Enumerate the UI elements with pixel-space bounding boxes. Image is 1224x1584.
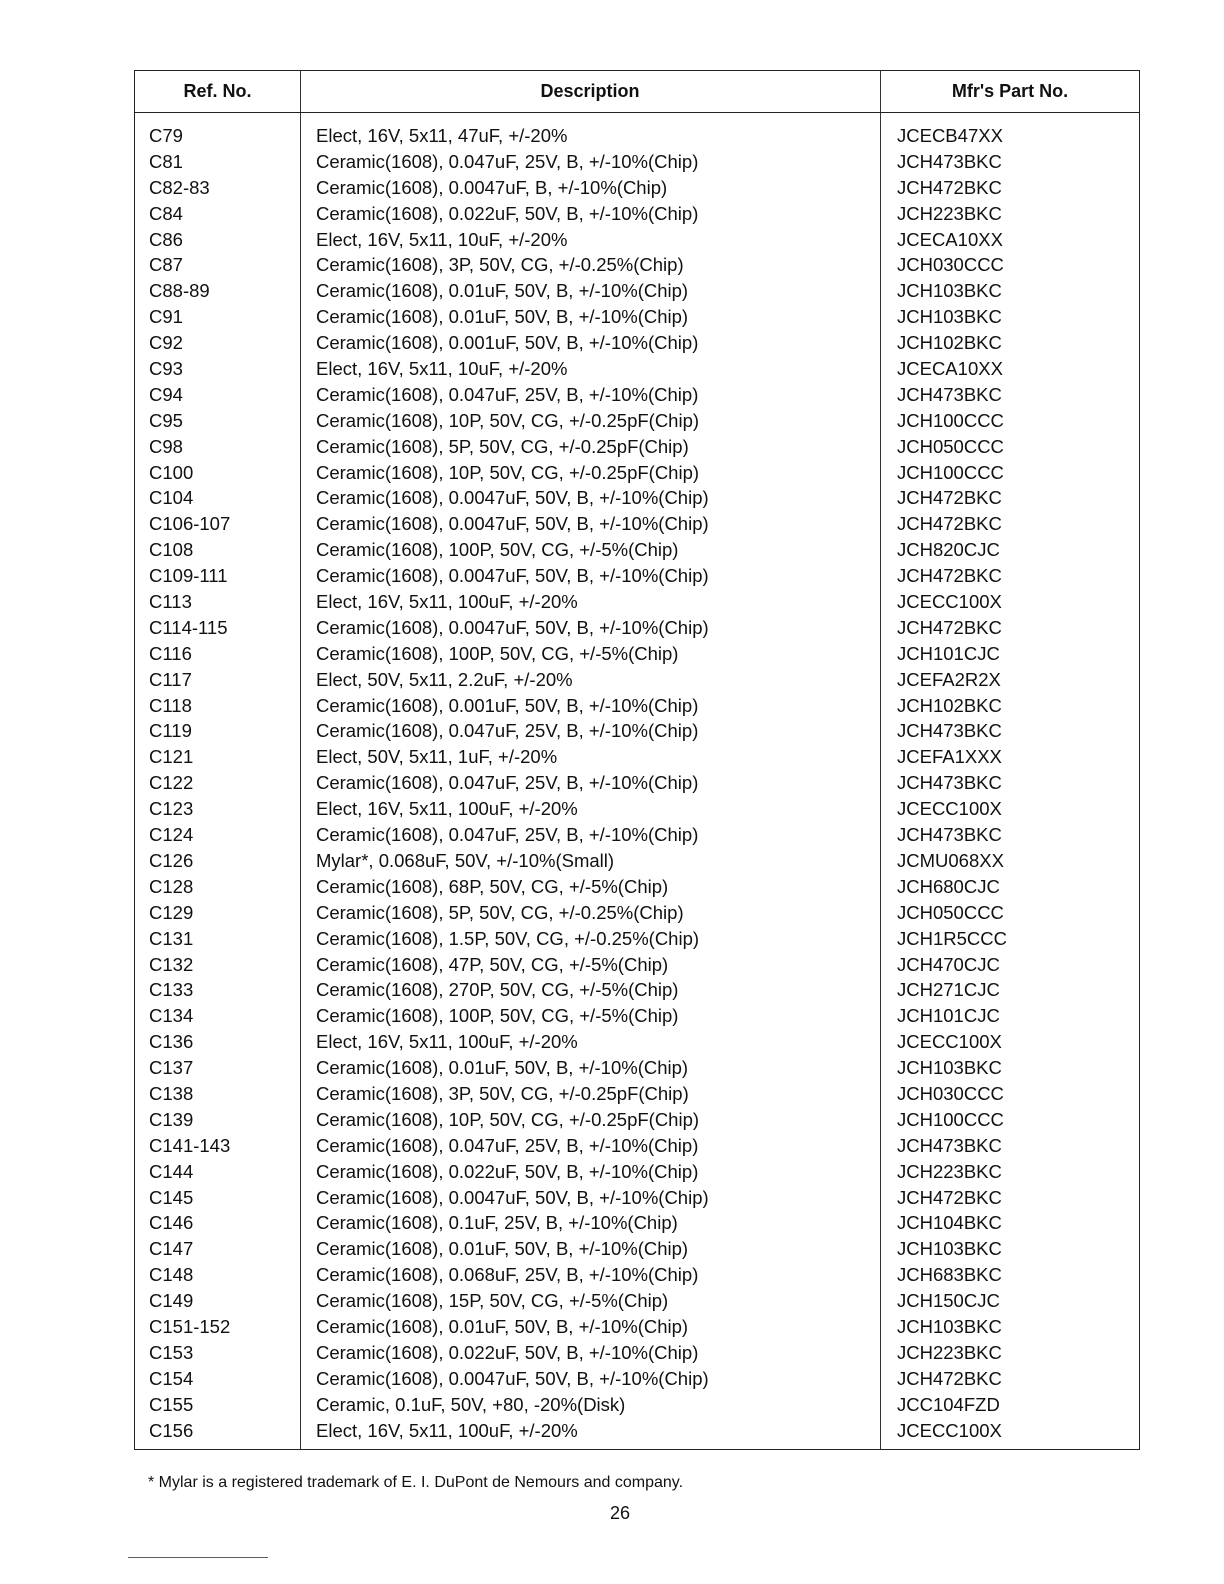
part-number-cell: JCH030CCC — [897, 254, 1004, 276]
table-row — [135, 304, 1139, 330]
description-cell: Ceramic(1608), 100P, 50V, CG, +/-5%(Chip) — [316, 539, 679, 561]
ref-cell: C147 — [149, 1238, 194, 1260]
table-row — [135, 434, 1139, 460]
ref-cell: C146 — [149, 1212, 194, 1234]
ref-cell: C109-111 — [149, 565, 228, 587]
part-number-cell: JCH472BKC — [897, 487, 1002, 509]
table-row — [135, 460, 1139, 486]
description-cell: Ceramic(1608), 5P, 50V, CG, +/-0.25%(Chip) — [316, 901, 684, 923]
ref-cell: C114-115 — [149, 616, 228, 638]
ref-cell: C84 — [149, 202, 183, 224]
table-row — [135, 1107, 1139, 1133]
description-cell: Ceramic(1608), 270P, 50V, CG, +/-5%(Chip) — [316, 979, 679, 1001]
table-row — [135, 1029, 1139, 1055]
part-number-cell: JCH473BKC — [897, 824, 1002, 846]
ref-cell: C126 — [149, 849, 194, 871]
description-cell: Ceramic(1608), 0.0047uF, 50V, B, +/-10%(Chip) — [316, 1367, 709, 1389]
description-cell: Ceramic(1608), 0.047uF, 25V, B, +/-10%(Chip) — [316, 150, 699, 172]
description-cell: Ceramic(1608), 0.01uF, 50V, B, +/-10%(Chip) — [316, 1315, 689, 1337]
table-row — [135, 874, 1139, 900]
ref-cell: C94 — [149, 383, 183, 405]
table-row — [135, 1055, 1139, 1081]
ref-cell: C154 — [149, 1367, 194, 1389]
ref-cell: C139 — [149, 1108, 194, 1130]
table-row — [135, 1288, 1139, 1314]
description-cell: Elect, 16V, 5x11, 47uF, +/-20% — [316, 125, 568, 146]
part-number-cell: JCH103BKC — [897, 1238, 1002, 1260]
part-number-cell: JCH1R5CCC — [897, 927, 1007, 949]
header-part-no: Mfr's Part No. — [951, 81, 1069, 101]
part-number-cell: JCH103BKC — [897, 1057, 1002, 1079]
part-number-cell: JCEFA2R2X — [897, 668, 1001, 690]
description-cell: Ceramic(1608), 0.0047uF, 50V, B, +/-10%(Chip) — [316, 565, 709, 587]
description-cell: Ceramic(1608), 0.0047uF, B, +/-10%(Chip) — [316, 176, 668, 198]
part-number-cell: JCH223BKC — [897, 202, 1002, 224]
ref-cell: C122 — [149, 772, 194, 794]
ref-cell: C128 — [149, 875, 194, 897]
ref-cell: C129 — [149, 901, 194, 923]
part-number-cell: JCH470CJC — [897, 953, 1000, 975]
table-row — [135, 227, 1139, 253]
table-row — [135, 1366, 1139, 1392]
ref-cell: C141-143 — [149, 1134, 231, 1156]
description-cell: Ceramic(1608), 0.01uF, 50V, B, +/-10%(Chip) — [316, 306, 689, 328]
description-cell: Ceramic, 0.1uF, 50V, +80, -20%(Disk) — [316, 1393, 626, 1415]
description-cell: Elect, 16V, 5x11, 100uF, +/-20% — [316, 1031, 578, 1053]
footnote: * Mylar is a registered trademark of E. I. DuPont de Nemours and company. — [148, 1474, 684, 1491]
ref-cell: C136 — [149, 1031, 194, 1053]
ref-cell: C116 — [149, 642, 192, 664]
table-row — [135, 356, 1139, 382]
header-description: Description — [540, 81, 640, 101]
ref-cell: C137 — [149, 1057, 194, 1079]
table-row — [135, 330, 1139, 356]
table-row — [135, 382, 1139, 408]
part-number-cell: JCH101CJC — [897, 642, 1000, 664]
description-cell: Ceramic(1608), 0.1uF, 25V, B, +/-10%(Chip) — [316, 1212, 678, 1234]
part-number-cell: JCMU068XX — [897, 849, 1004, 871]
table-row — [135, 926, 1139, 952]
table-row — [135, 796, 1139, 822]
table-row — [135, 718, 1139, 744]
ref-cell: C124 — [149, 824, 194, 846]
part-number-cell: JCH473BKC — [897, 383, 1002, 405]
description-cell: Elect, 16V, 5x11, 100uF, +/-20% — [316, 591, 578, 613]
ref-cell: C133 — [149, 979, 194, 1001]
table-row — [135, 848, 1139, 874]
description-cell: Ceramic(1608), 3P, 50V, CG, +/-0.25pF(Chip) — [316, 1082, 689, 1104]
part-number-cell: JCH820CJC — [897, 539, 1000, 561]
table-row — [135, 952, 1139, 978]
ref-cell: C93 — [149, 358, 183, 380]
ref-cell: C145 — [149, 1186, 194, 1208]
part-number-cell: JCECC100X — [897, 1031, 1002, 1053]
ref-cell: C117 — [149, 668, 192, 690]
part-number-cell: JCH472BKC — [897, 513, 1002, 535]
part-number-cell: JCH472BKC — [897, 176, 1002, 198]
description-cell: Ceramic(1608), 0.022uF, 50V, B, +/-10%(Chip) — [316, 202, 699, 224]
description-cell: Ceramic(1608), 1.5P, 50V, CG, +/-0.25%(Chip) — [316, 927, 700, 949]
table-row — [135, 1159, 1139, 1185]
table-row — [135, 977, 1139, 1003]
table-row — [135, 770, 1139, 796]
ref-cell: C148 — [149, 1264, 194, 1286]
part-number-cell: JCH473BKC — [897, 150, 1002, 172]
table-row — [135, 1340, 1139, 1366]
part-number-cell: JCH473BKC — [897, 772, 1002, 794]
table-row — [135, 1392, 1139, 1418]
table-row — [135, 149, 1139, 175]
table-row — [135, 1185, 1139, 1211]
part-number-cell: JCH101CJC — [897, 1005, 1000, 1027]
table-row — [135, 511, 1139, 537]
description-cell: Ceramic(1608), 3P, 50V, CG, +/-0.25%(Chip) — [316, 254, 684, 276]
table-row — [135, 1262, 1139, 1288]
ref-cell: C91 — [149, 306, 183, 328]
part-number-cell: JCH150CJC — [897, 1290, 1000, 1312]
part-number-cell: JCH050CCC — [897, 435, 1004, 457]
part-number-cell: JCH473BKC — [897, 1134, 1002, 1156]
description-cell: Ceramic(1608), 0.022uF, 50V, B, +/-10%(Chip) — [316, 1160, 699, 1182]
ref-cell: C104 — [149, 487, 194, 509]
description-cell: Ceramic(1608), 68P, 50V, CG, +/-5%(Chip) — [316, 875, 669, 897]
table-row — [135, 1003, 1139, 1029]
table-row — [135, 175, 1139, 201]
ref-cell: C149 — [149, 1290, 194, 1312]
ref-cell: C108 — [149, 539, 194, 561]
part-number-cell: JCH103BKC — [897, 280, 1002, 302]
table-row — [135, 123, 1139, 149]
part-number-cell: JCH271CJC — [897, 979, 1000, 1001]
table-row — [135, 201, 1139, 227]
description-cell: Ceramic(1608), 0.01uF, 50V, B, +/-10%(Chip) — [316, 1057, 689, 1079]
ref-cell: C81 — [149, 150, 183, 172]
table-header — [135, 71, 1139, 113]
table-row — [135, 589, 1139, 615]
part-number-cell: JCECC100X — [897, 798, 1002, 820]
ref-cell: C118 — [149, 694, 192, 716]
table-row — [135, 252, 1139, 278]
part-number-cell: JCECC100X — [897, 1419, 1002, 1441]
part-number-cell: JCH103BKC — [897, 306, 1002, 328]
part-number-cell: JCH680CJC — [897, 875, 1000, 897]
part-number-cell: JCH472BKC — [897, 1367, 1002, 1389]
ref-cell: C79 — [149, 125, 183, 146]
part-number-cell: JCH683BKC — [897, 1264, 1002, 1286]
ref-cell: C155 — [149, 1393, 194, 1415]
description-cell: Ceramic(1608), 47P, 50V, CG, +/-5%(Chip) — [316, 953, 669, 975]
table-row — [135, 563, 1139, 589]
ref-cell: C119 — [149, 720, 192, 742]
ref-cell: C123 — [149, 798, 194, 820]
table-row — [135, 1314, 1139, 1340]
part-number-cell: JCH100CCC — [897, 461, 1004, 483]
table-row — [135, 1236, 1139, 1262]
table-row — [135, 900, 1139, 926]
ref-cell: C153 — [149, 1341, 194, 1363]
ref-cell: C134 — [149, 1005, 194, 1027]
description-cell: Elect, 50V, 5x11, 1uF, +/-20% — [316, 746, 558, 768]
description-cell: Ceramic(1608), 15P, 50V, CG, +/-5%(Chip) — [316, 1290, 669, 1312]
ref-cell: C144 — [149, 1160, 194, 1182]
description-cell: Ceramic(1608), 0.047uF, 25V, B, +/-10%(Chip) — [316, 772, 699, 794]
description-cell: Elect, 16V, 5x11, 100uF, +/-20% — [316, 1419, 578, 1441]
table-row — [135, 408, 1139, 434]
part-number-cell: JCECA10XX — [897, 358, 1003, 380]
header-ref-no: Ref. No. — [183, 81, 252, 101]
description-cell: Elect, 16V, 5x11, 10uF, +/-20% — [316, 358, 568, 380]
description-cell: Ceramic(1608), 10P, 50V, CG, +/-0.25pF(Chip) — [316, 461, 700, 483]
description-cell: Ceramic(1608), 0.0047uF, 50V, B, +/-10%(Chip) — [316, 487, 709, 509]
part-number-cell: JCH104BKC — [897, 1212, 1002, 1234]
description-cell: Elect, 50V, 5x11, 2.2uF, +/-20% — [316, 668, 573, 690]
description-cell: Ceramic(1608), 0.0047uF, 50V, B, +/-10%(Chip) — [316, 616, 709, 638]
part-number-cell: JCH472BKC — [897, 616, 1002, 638]
table-row — [135, 1210, 1139, 1236]
description-cell: Elect, 16V, 5x11, 10uF, +/-20% — [316, 228, 568, 250]
part-number-cell: JCH473BKC — [897, 720, 1002, 742]
ref-cell: C121 — [149, 746, 194, 768]
part-number-cell: JCEFA1XXX — [897, 746, 1002, 768]
description-cell: Ceramic(1608), 0.01uF, 50V, B, +/-10%(Chip) — [316, 280, 689, 302]
description-cell: Ceramic(1608), 0.047uF, 25V, B, +/-10%(Chip) — [316, 1134, 699, 1156]
table-row — [135, 278, 1139, 304]
description-cell: Ceramic(1608), 10P, 50V, CG, +/-0.25pF(Chip) — [316, 409, 700, 431]
ref-cell: C132 — [149, 953, 194, 975]
table-row — [135, 693, 1139, 719]
description-cell: Ceramic(1608), 0.0047uF, 50V, B, +/-10%(Chip) — [316, 513, 709, 535]
table-row — [135, 641, 1139, 667]
part-number-cell: JCH223BKC — [897, 1160, 1002, 1182]
ref-cell: C100 — [149, 461, 194, 483]
table-row — [135, 1418, 1139, 1444]
ref-cell: C151-152 — [149, 1315, 231, 1337]
description-cell: Mylar*, 0.068uF, 50V, +/-10%(Small) — [316, 849, 615, 871]
part-number-cell: JCH223BKC — [897, 1341, 1002, 1363]
description-cell: Ceramic(1608), 100P, 50V, CG, +/-5%(Chip) — [316, 1005, 679, 1027]
description-cell: Ceramic(1608), 0.068uF, 25V, B, +/-10%(Chip) — [316, 1264, 699, 1286]
table-body — [135, 123, 1139, 1443]
description-cell: Ceramic(1608), 0.047uF, 25V, B, +/-10%(Chip) — [316, 383, 699, 405]
part-number-cell: JCH472BKC — [897, 1186, 1002, 1208]
table-row — [135, 1081, 1139, 1107]
part-number-cell: JCH100CCC — [897, 409, 1004, 431]
ref-cell: C98 — [149, 435, 183, 457]
part-number-cell: JCH103BKC — [897, 1315, 1002, 1337]
part-number-cell: JCC104FZD — [897, 1393, 1000, 1415]
ref-cell: C86 — [149, 228, 183, 250]
table-row — [135, 615, 1139, 641]
part-number-cell: JCECB47XX — [897, 125, 1003, 146]
table-row — [135, 485, 1139, 511]
part-number-cell: JCH100CCC — [897, 1108, 1004, 1130]
parts-table — [134, 70, 1140, 1450]
ref-cell: C106-107 — [149, 513, 231, 535]
table-row — [135, 537, 1139, 563]
table-row — [135, 744, 1139, 770]
part-number-cell: JCECA10XX — [897, 228, 1003, 250]
description-cell: Ceramic(1608), 100P, 50V, CG, +/-5%(Chip) — [316, 642, 679, 664]
ref-cell: C131 — [149, 927, 194, 949]
description-cell: Ceramic(1608), 0.047uF, 25V, B, +/-10%(Chip) — [316, 720, 699, 742]
description-cell: Ceramic(1608), 5P, 50V, CG, +/-0.25pF(Chip) — [316, 435, 689, 457]
part-number-cell: JCH102BKC — [897, 332, 1002, 354]
description-cell: Ceramic(1608), 0.001uF, 50V, B, +/-10%(Chip) — [316, 332, 699, 354]
description-cell: Ceramic(1608), 0.01uF, 50V, B, +/-10%(Chip) — [316, 1238, 689, 1260]
table-row — [135, 667, 1139, 693]
description-cell: Ceramic(1608), 10P, 50V, CG, +/-0.25pF(Chip) — [316, 1108, 700, 1130]
ref-cell: C92 — [149, 332, 183, 354]
page-number: 26 — [609, 1503, 631, 1523]
description-cell: Elect, 16V, 5x11, 100uF, +/-20% — [316, 798, 578, 820]
ref-cell: C87 — [149, 254, 183, 276]
ref-cell: C156 — [149, 1419, 194, 1441]
ref-cell: C88-89 — [149, 280, 210, 302]
table-row — [135, 1133, 1139, 1159]
ref-cell: C82-83 — [149, 176, 210, 198]
part-number-cell: JCH030CCC — [897, 1082, 1004, 1104]
ref-cell: C95 — [149, 409, 183, 431]
description-cell: Ceramic(1608), 0.022uF, 50V, B, +/-10%(Chip) — [316, 1341, 699, 1363]
description-cell: Ceramic(1608), 0.047uF, 25V, B, +/-10%(Chip) — [316, 824, 699, 846]
part-number-cell: JCECC100X — [897, 591, 1002, 613]
part-number-cell: JCH050CCC — [897, 901, 1004, 923]
description-cell: Ceramic(1608), 0.0047uF, 50V, B, +/-10%(Chip) — [316, 1186, 709, 1208]
ref-cell: C113 — [149, 591, 192, 613]
ref-cell: C138 — [149, 1082, 194, 1104]
part-number-cell: JCH102BKC — [897, 694, 1002, 716]
footer-rule — [128, 1557, 268, 1558]
part-number-cell: JCH472BKC — [897, 565, 1002, 587]
description-cell: Ceramic(1608), 0.001uF, 50V, B, +/-10%(Chip) — [316, 694, 699, 716]
table-row — [135, 822, 1139, 848]
